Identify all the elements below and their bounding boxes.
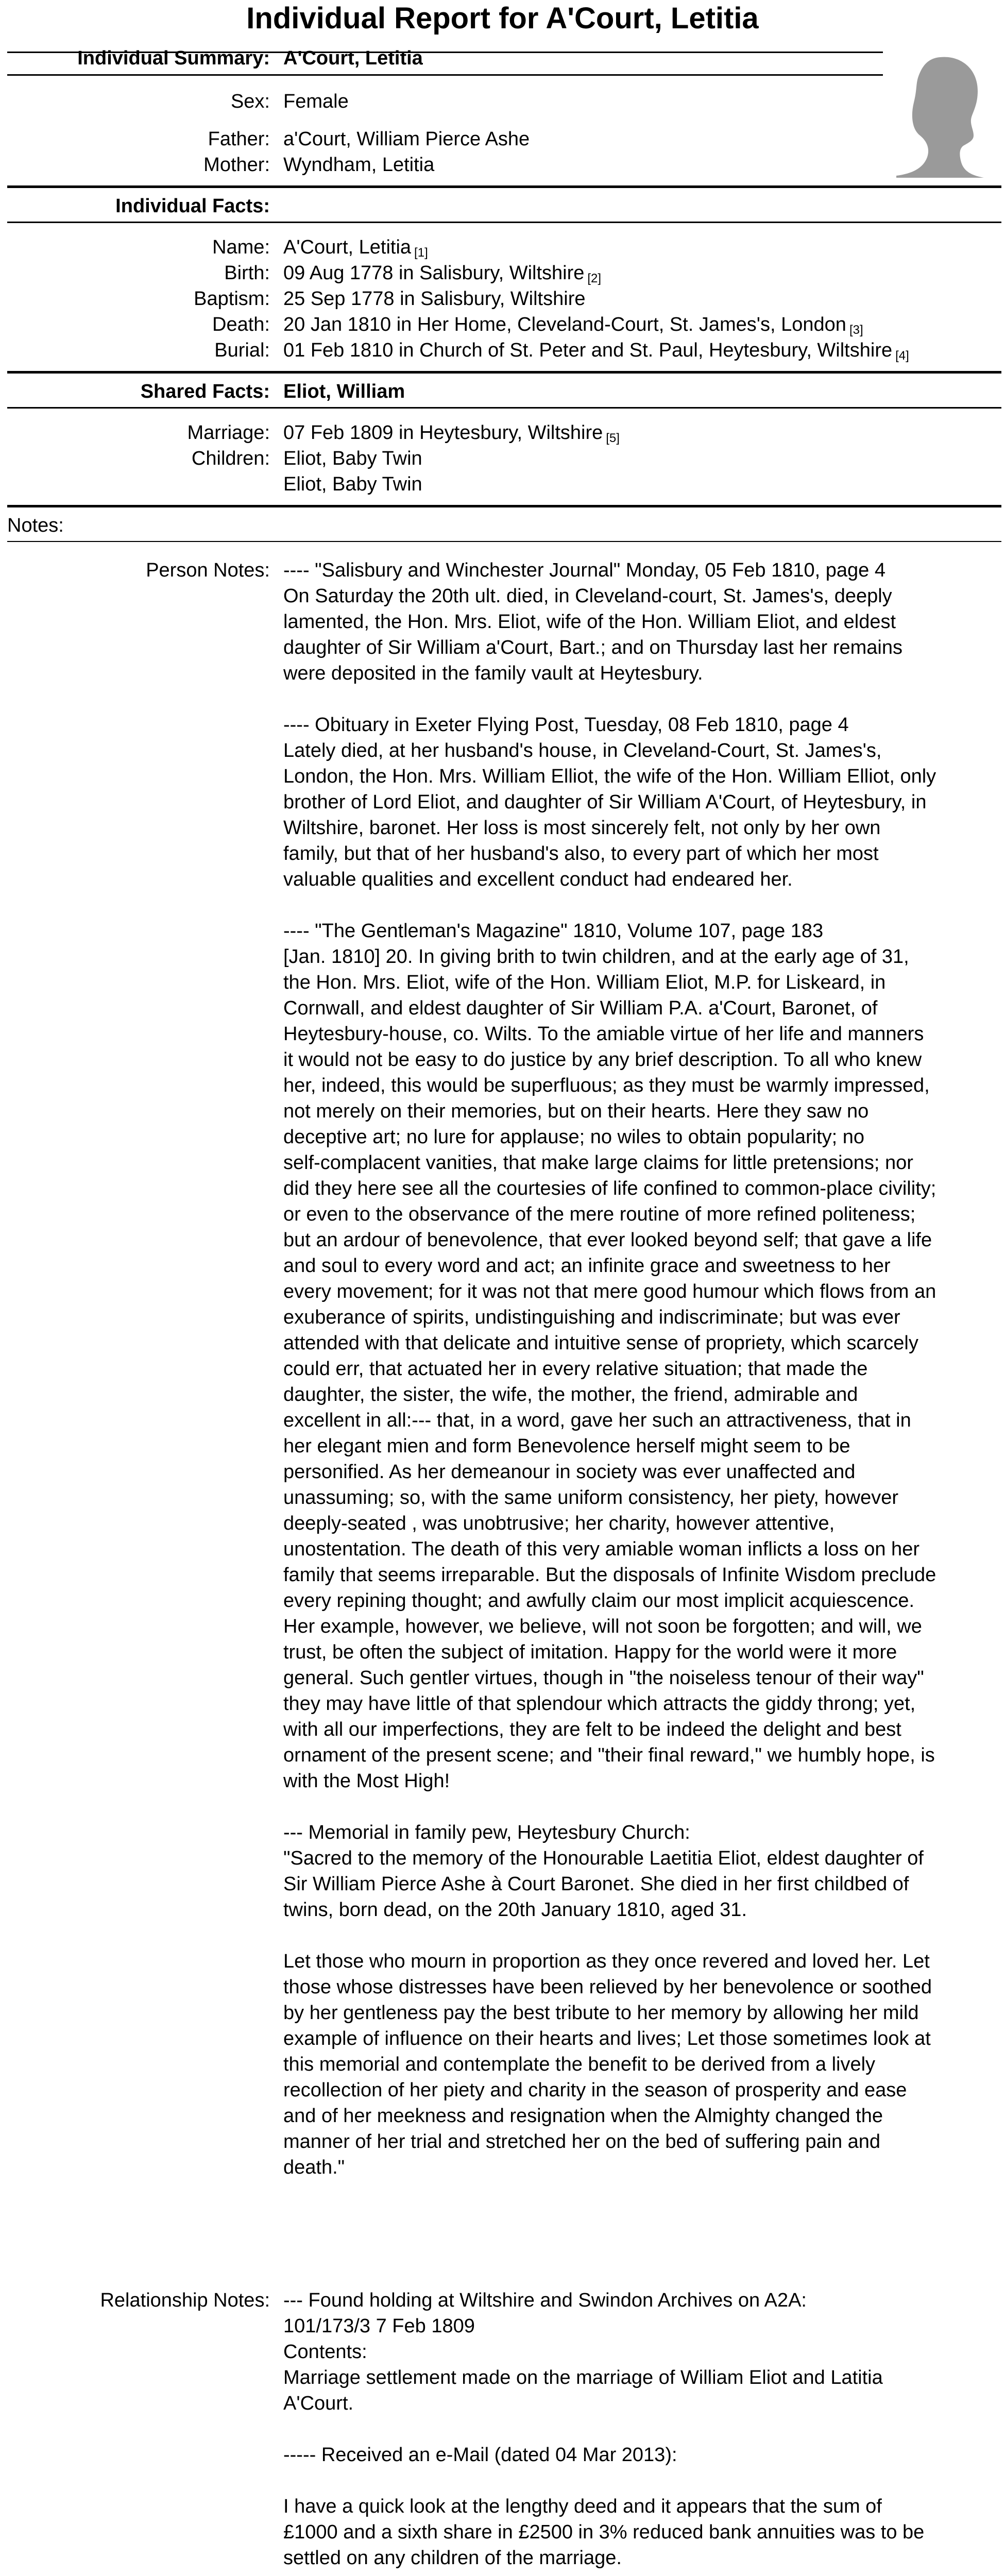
shared-spouse: Eliot, William [283,381,405,402]
note-paragraph: I have a quick look at the lengthy deed and it appears that the sum of £1000 and a sixth share in £2500 in 3% reduced bank annuities was to be settled on any children of the marriage. [283,2496,925,2569]
notes-rule-top [7,505,1001,507]
notes-rule-bottom [7,541,1001,542]
summary-label: Individual Summary: [77,47,270,69]
fact-value: 20 Jan 1810 in Her Home, Cleveland-Court, St. James's, London $_{[3]}$ [283,314,863,337]
citation-ref: [5] [606,431,620,445]
mother-label: Mother: [203,154,270,176]
summary-name: A'Court, Letitia [283,47,423,69]
facts-label: Individual Facts: [115,195,270,217]
person-notes-label: Person Notes: [146,560,270,581]
citation-ref: [4] [895,349,909,363]
person-notes [283,557,958,2206]
shared-label: Shared Facts: [140,381,270,402]
note-paragraph: Let those who mourn in proportion as they once revered and loved her. Let those whose distresses have been relieved by her benevolence or soothed by her gentleness pay the best tribute to her memory by allowing her mild example of influence on their hearts and lives; Let those sometimes look at this memorial and contemplate the benefit to be derived from a lively recollection of her piety and charity in the season of prosperity and ease and of her meekness and resignation when the Almighty changed the manner of her trial and stretched her on the bed of suffering pain and death." [283,1951,932,2178]
sex-label: Sex: [230,91,270,112]
child-name: Eliot, Baby Twin [283,448,422,469]
marriage-value: 07 Feb 1809 in Heytesbury, Wiltshire $_{[5]}$ [283,422,620,445]
fact-value: 01 Feb 1810 in Church of St. Peter and St. Paul, Heytesbury, Wiltshire $_{[4]}$ [283,340,909,363]
citation-ref: [1] [414,246,428,260]
fact-value: 25 Sep 1778 in Salisbury, Wiltshire [283,288,586,310]
fact-label: Baptism: [194,288,270,310]
facts-rule-bottom [7,222,1001,223]
note-paragraph: ----- Received an e-Mail (dated 04 Mar 2013): [283,2444,677,2466]
citation-ref: [3] [849,323,863,337]
father-value: a'Court, William Pierce Ashe [283,128,530,150]
relationship-notes-label: Relationship Notes: [100,2290,270,2311]
report-title: Individual Report for A'Court, Letitia [246,2,759,35]
note-paragraph: ---- Obituary in Exeter Flying Post, Tuesday, 08 Feb 1810, page 4 Lately died, at her husband's house, in Cleveland-Court, St. James's, London, the Hon. Mrs. William Elliot, the wife of the Hon. William Elliot, only brother of Lord Eliot, and daughter of Sir William A'Court, of Heytesbury, in Wiltshire, baronet. Her loss is most sincerely felt, not only by her own family, but that of her husband's also, to every part of which her most valuable qualities and excellent conduct had endeared her. [283,714,936,890]
note-paragraph: ---- "The Gentleman's Magazine" 1810, Volume 107, page 183 [Jan. 1810] 20. In giving brith to twin children, and at the early age of 31, the Hon. Mrs. Eliot, wife of the Hon. William Eliot, M.P. for Liskeard, in Cornwall, and eldest daughter of Sir William P.A. a'Court, Baronet, of Heytesbury-house, co. Wilts. To the amiable virtue of her life and manners it would not be easy to do justice by any brief description. To all who knew her, indeed, this would be superfluous; as they must be warmly impressed, not merely on their memories, but on their hearts. Here they saw no deceptive art; no lure for applause; no wiles to obtain popularity; no self-complacent vanities, that make large claims for little pretensions; nor did they here see all the courtesies of life confined to common-place civility; or even to the observance of the mere routine of more refined politeness; but an ardour of benevolence, that ever looked beyond self; that gave a life and soul to every word and act; an infinite grace and sweetness to her every movement; for it was not that mere good humour which flows from an exuberance of spirits, undistinguishing and indiscriminate; but was ever attended with that delicate and intuitive sense of propriety, which scarcely could err, that actuated her in every relative situation; that made the daughter, the sister, the wife, the mother, the friend, admirable and excellent in all:--- that, in a word, gave her such an attractiveness, that in her elegant mien and form Benevolence herself might seem to be personified. As her demeanour in society was ever unaffected and unassuming; so, with the same uniform consistency, her piety, however deeply-seated , was unobtrusive; her charity, however attentive, unostentation. The death of this very amiable woman inflicts a loss on her family that seems irreparable. But the disposals of Infinite Wisdom preclude every repining thought; and awfully claim our most implicit acquiescence. Her example, however, we believe, will not soon be forgotten; and will, we trust, be often the subject of imitation. Happy for the world were it more general. Such gentler virtues, though in "the noiseless tenour of their way" they may have little of that splendour which attracts the giddy throng; yet, with all our imperfections, they are felt to be indeed the delight and best ornament of the present scene; and "their final reward," we humbly hope, is with the Most High! [283,920,936,1792]
shared-rule-bottom [7,407,1001,409]
shared-rule-top [7,371,1001,374]
note-paragraph: ---- "Salisbury and Winchester Journal" Monday, 05 Feb 1810, page 4 On Saturday the 20th ult. died, in Cleveland-court, St. James's, deeply lamented, the Hon. Mrs. Eliot, wife of the Hon. William Eliot, and eldest daughter of Sir William a'Court, Bart.; and on Thursday last her remains were deposited in the family vault at Heytesbury. [283,560,902,684]
fact-value: 09 Aug 1778 in Salisbury, Wiltshire $_{[2]}$ [283,262,602,285]
mother-value: Wyndham, Letitia [283,154,435,176]
relationship-notes [283,2287,958,2576]
child-name: Eliot, Baby Twin [283,473,422,495]
fact-label: Name: [212,236,270,258]
summary-underline [7,74,883,76]
citation-ref: [2] [587,272,602,285]
note-paragraph: --- Found holding at Wiltshire and Swindon Archives on A2A: 101/173/3 7 Feb 1809 Contents: Marriage settlement made on the marriage of William Eliot and Latitia A'Court. [283,2290,883,2414]
notes-label: Notes: [7,515,64,536]
father-label: Father: [208,128,270,150]
note-paragraph: --- Memorial in family pew, Heytesbury Church: "Sacred to the memory of the Honourable Laetitia Eliot, eldest daughter of Sir William Pierce Ashe à Court Baronet. She died in her first childbed of twins, born dead, on the 20th January 1810, aged 31. [283,1822,924,1921]
fact-label: Burial: [214,340,270,361]
facts-rule-top [7,185,1001,188]
sex-value: Female [283,91,349,112]
fact-label: Death: [212,314,270,335]
fact-label: Birth: [224,262,270,284]
children-label: Children: [191,448,270,469]
fact-value: A'Court, Letitia $_{[1]}$ [283,236,428,260]
person-silhouette-icon [896,54,992,178]
marriage-label: Marriage: [187,422,270,444]
